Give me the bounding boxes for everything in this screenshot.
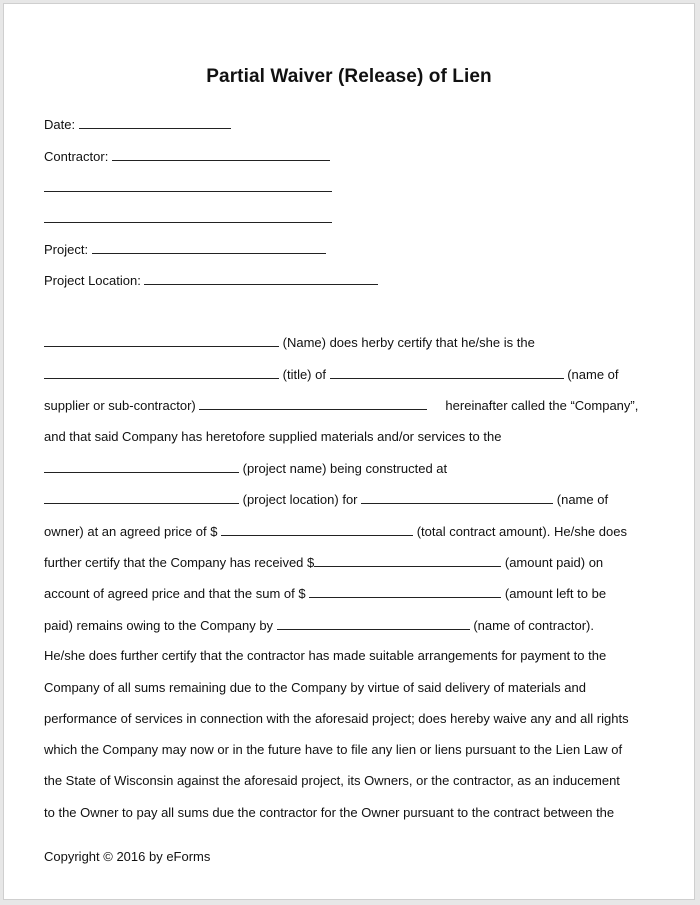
contractor-blank[interactable]	[112, 148, 330, 161]
body-text: (total contract amount). He/she does	[416, 524, 627, 539]
contractor-address-row-2	[44, 210, 332, 227]
contractor-name-blank[interactable]	[277, 617, 470, 630]
body-text: further certify that the Company has received $	[44, 555, 315, 570]
body-text: paid) remains owing to the Company by	[44, 618, 274, 633]
contractor-address-row-1	[44, 179, 332, 196]
body-line-10	[44, 617, 594, 634]
body-text: hereinafter called the “Company”,	[445, 398, 639, 413]
body-line-1	[44, 334, 535, 351]
body-text: (amount paid) on	[504, 555, 604, 570]
date-row	[44, 116, 231, 133]
body-line-2	[44, 366, 619, 383]
body-text: (Name) does herby certify that he/she is the	[282, 335, 535, 350]
contractor-address-blank-2[interactable]	[44, 210, 332, 223]
project-row	[44, 241, 326, 258]
body-line-3	[44, 397, 638, 414]
body-line-15: the State of Wisconsin against the aforesaid project, its Owners, or the contractor, as an inducement	[44, 773, 620, 788]
body-line-6	[44, 491, 608, 508]
body-text: (project name) being constructed at	[242, 461, 448, 476]
project-location-blank[interactable]	[144, 272, 378, 285]
body-text: owner) at an agreed price of $	[44, 524, 218, 539]
project-name-blank[interactable]	[44, 460, 239, 473]
project-location-row	[44, 272, 378, 289]
amount-paid-blank[interactable]	[314, 554, 501, 567]
body-line-5	[44, 460, 447, 477]
amount-left-blank[interactable]	[309, 585, 501, 598]
contractor-label: Contractor:	[44, 149, 109, 164]
contractor-row	[44, 148, 330, 165]
body-text: (title) of	[282, 367, 326, 382]
contractor-address-blank-1[interactable]	[44, 179, 332, 192]
project-location-label: Project Location:	[44, 273, 141, 288]
body-line-14: which the Company may now or in the future have to file any lien or liens pursuant to the Lien Law of	[44, 742, 623, 757]
body-text: account of agreed price and that the sum of $	[44, 586, 306, 601]
date-label: Date:	[44, 117, 76, 132]
body-text: (name of contractor).	[473, 618, 594, 633]
body-line-8	[44, 554, 603, 571]
copyright-notice: Copyright © 2016 by eForms	[44, 849, 211, 864]
body-line-12: Company of all sums remaining due to the Company by virtue of said delivery of materials and	[44, 680, 586, 695]
title-blank[interactable]	[44, 366, 279, 379]
name-blank[interactable]	[44, 334, 279, 347]
body-line-16: to the Owner to pay all sums due the contractor for the Owner pursuant to the contract between the	[44, 805, 615, 820]
body-line-9	[44, 585, 606, 602]
date-blank[interactable]	[79, 116, 231, 129]
project-label: Project:	[44, 242, 89, 257]
body-line-11: He/she does further certify that the contractor has made suitable arrangements for payment to the	[44, 648, 607, 663]
supplier-blank[interactable]	[199, 397, 427, 410]
project-blank[interactable]	[92, 241, 326, 254]
body-text: (project location) for	[242, 492, 358, 507]
body-text: supplier or sub-contractor)	[44, 398, 196, 413]
body-text: (name of	[567, 367, 619, 382]
owner-name-blank[interactable]	[361, 491, 553, 504]
body-text: (amount left to be	[504, 586, 607, 601]
company-name-blank[interactable]	[330, 366, 564, 379]
body-line-4: and that said Company has heretofore supplied materials and/or services to the	[44, 429, 502, 444]
contract-amount-blank[interactable]	[221, 523, 413, 536]
body-text: (name of	[556, 492, 609, 507]
project-location-body-blank[interactable]	[44, 491, 239, 504]
document-title: Partial Waiver (Release) of Lien	[206, 66, 492, 87]
body-line-7	[44, 523, 627, 540]
body-line-13: performance of services in connection with the aforesaid project; does hereby waive any and all rights	[44, 711, 629, 726]
document-page	[3, 3, 695, 900]
